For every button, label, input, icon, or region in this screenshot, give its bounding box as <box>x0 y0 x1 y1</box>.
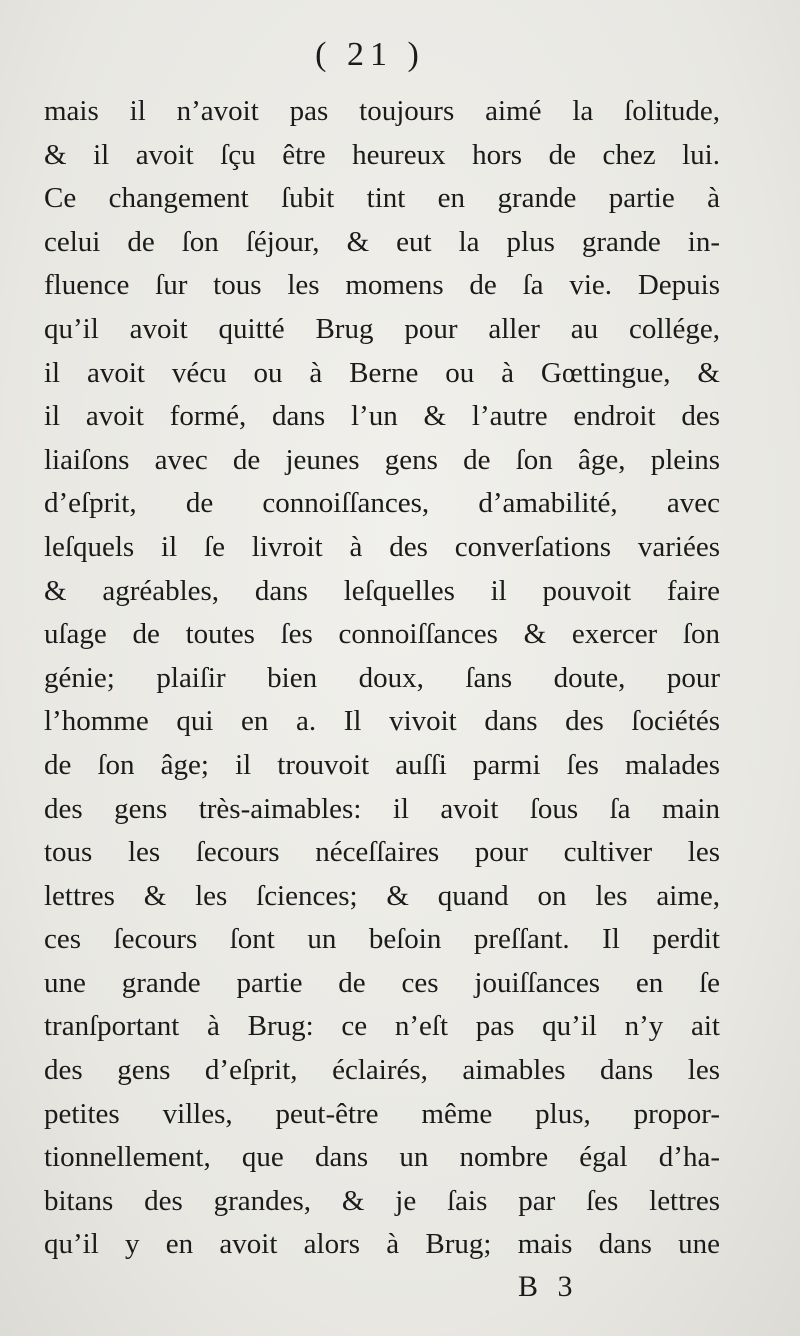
text-line: d’eſprit, de connoiſſances, d’amabilité, avec <box>44 487 720 520</box>
text-line: leſquels il ſe livroit à des converſations variées <box>44 530 720 563</box>
text-line: tranſportant à Brug: ce n’eſt pas qu’il n’y ait <box>44 1010 720 1043</box>
text-line: il avoit vécu ou à Berne ou à Gœttingue, & <box>44 356 720 389</box>
text-line: & il avoit ſçu être heureux hors de chez lui. <box>44 138 720 171</box>
text-line: uſage de toutes ſes connoiſſances & exercer ſon <box>44 618 720 651</box>
text-line: il avoit formé, dans l’un & l’autre endroit des <box>44 400 720 433</box>
text-line: Ce changement ſubit tint en grande partie à <box>44 182 720 215</box>
text-line: l’homme qui en a. Il vivoit dans des ſociétés <box>44 705 720 738</box>
text-line: des gens très-aimables: il avoit ſous ſa main <box>44 792 720 825</box>
text-line: de ſon âge; il trouvoit auſſi parmi ſes malades <box>44 748 720 781</box>
text-line: & agréables, dans leſquelles il pouvoit faire <box>44 574 720 607</box>
text-line: tous les ſecours néceſſaires pour cultiver les <box>44 836 720 869</box>
text-line: des gens d’eſprit, éclairés, aimables dans les <box>44 1054 720 1087</box>
text-line: qu’il y en avoit alors à Brug; mais dans une <box>44 1228 720 1261</box>
signature-mark: B 3 <box>518 1270 579 1303</box>
text-line: génie; plaiſir bien doux, ſans doute, pour <box>44 661 720 694</box>
body-text <box>44 90 720 1267</box>
text-line: celui de ſon ſéjour, & eut la plus grande in- <box>44 225 720 258</box>
text-line: tionnellement, que dans un nombre égal d’ha- <box>44 1141 720 1174</box>
text-line: mais il n’avoit pas toujours aimé la ſolitude, <box>44 95 720 127</box>
text-line: petites villes, peut-être même plus, propor- <box>44 1097 720 1130</box>
page-number: ( 21 ) <box>315 36 425 73</box>
text-line: liaiſons avec de jeunes gens de ſon âge, pleins <box>44 443 720 476</box>
text-line: lettres & les ſciences; & quand on les aime, <box>44 879 720 912</box>
text-line: bitans des grandes, & je ſais par ſes lettres <box>44 1184 720 1217</box>
text-line: qu’il avoit quitté Brug pour aller au collége, <box>44 312 720 345</box>
text-line: fluence ſur tous les momens de ſa vie. Depuis <box>44 269 720 302</box>
text-line: une grande partie de ces jouiſſances en ſe <box>44 966 720 999</box>
text-line: ces ſecours ſont un beſoin preſſant. Il perdit <box>44 923 720 956</box>
